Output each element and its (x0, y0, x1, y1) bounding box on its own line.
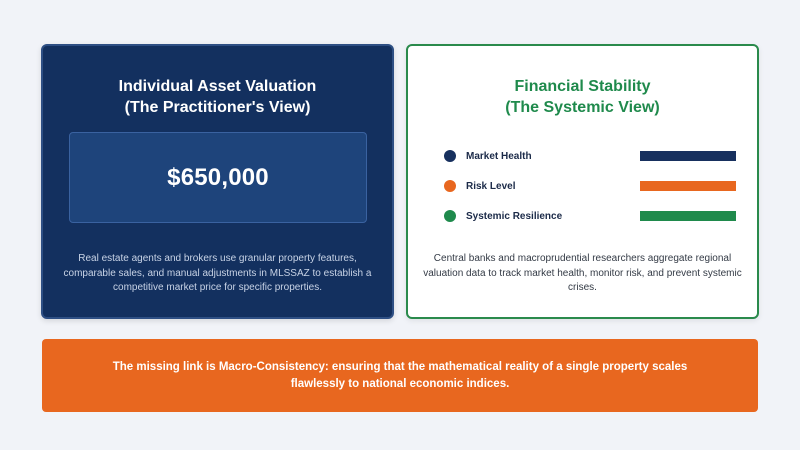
practitioner-card-title (43, 76, 392, 118)
risk-level-label: Risk Level (466, 180, 516, 192)
practitioner-title-line2: (The Practitioner's View) (124, 99, 311, 116)
macro-consistency-banner (42, 339, 758, 412)
systemic-view-card (406, 44, 759, 319)
valuation-amount: $650,000 (167, 163, 269, 191)
metric-row-risk-level (444, 171, 736, 201)
metric-row-systemic-resilience (444, 201, 736, 231)
metrics-list (444, 141, 736, 231)
market-health-dot-icon (444, 150, 456, 162)
systemic-description: Central banks and macroprudential researchers aggregate regional valuation data to track market health, monitor risk, and prevent systemic crises. (423, 253, 742, 293)
systemic-resilience-bar (640, 211, 736, 221)
practitioner-title-line1: Individual Asset Valuation (118, 78, 317, 95)
systemic-resilience-label: Systemic Resilience (466, 210, 563, 222)
systemic-title-line1: Financial Stability (514, 78, 651, 95)
market-health-label: Market Health (466, 150, 532, 162)
market-health-bar (640, 151, 736, 161)
metric-row-market-health (444, 141, 736, 171)
banner-text: The missing link is Macro-Consistency: ensuring that the mathematical reality of a single property scales flawlessly to national economic indices. (112, 360, 688, 390)
practitioner-description: Real estate agents and brokers use granular property features, comparable sales, and manual adjustments in MLSSAZ to establish a competitive market price for specific properties. (63, 253, 372, 293)
valuation-value-box (69, 132, 367, 223)
systemic-title-line2: (The Systemic View) (505, 99, 660, 116)
risk-level-bar (640, 181, 736, 191)
risk-level-dot-icon (444, 180, 456, 192)
systemic-resilience-dot-icon (444, 210, 456, 222)
practitioner-view-card (41, 44, 394, 319)
systemic-card-title (408, 76, 757, 118)
